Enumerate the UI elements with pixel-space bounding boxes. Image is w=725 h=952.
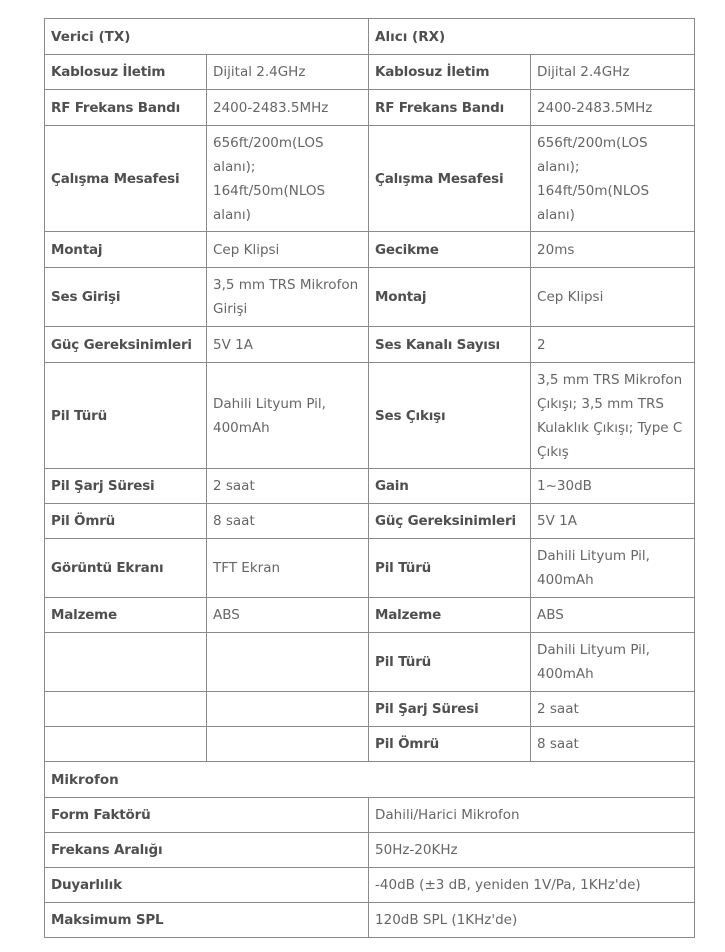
table-row [45,126,695,232]
tx-label: Pil Türü [45,363,207,469]
tx-label: RF Frekans Bandı [45,90,207,126]
table-header-row [45,19,695,55]
table-row [45,868,695,903]
rx-label: Malzeme [369,598,531,633]
table-row [45,363,695,469]
rx-value: 5V 1A [531,504,695,539]
rx-value: Dahili Lityum Pil, 400mAh [531,633,695,692]
mic-label: Duyarlılık [45,868,369,903]
rx-value: ABS [531,598,695,633]
mic-label: Frekans Aralığı [45,833,369,868]
table-row [45,833,695,868]
rx-value: 2 saat [531,692,695,727]
mic-value: -40dB (±3 dB, yeniden 1V/Pa, 1KHz'de) [369,868,695,903]
tx-value: TFT Ekran [207,539,369,598]
tx-value: ABS [207,598,369,633]
tx-label: Kablosuz İletim [45,55,207,90]
rx-value: 2400-2483.5MHz [531,90,695,126]
rx-label: Güç Gereksinimleri [369,504,531,539]
table-row [45,903,695,938]
tx-label: Montaj [45,232,207,268]
rx-label: Pil Şarj Süresi [369,692,531,727]
table-row [45,598,695,633]
tx-label: Malzeme [45,598,207,633]
tx-value: 2 saat [207,469,369,504]
rx-value: Dahili Lityum Pil, 400mAh [531,539,695,598]
rx-value: Dijital 2.4GHz [531,55,695,90]
rx-label: Pil Ömrü [369,727,531,762]
tx-value: 656ft/200m(LOS alanı); 164ft/50m(NLOS alanı) [207,126,369,232]
rx-label: Pil Türü [369,539,531,598]
rx-value: 8 saat [531,727,695,762]
tx-value: 2400-2483.5MHz [207,90,369,126]
rx-value: 20ms [531,232,695,268]
tx-value: Dijital 2.4GHz [207,55,369,90]
rx-label: Pil Türü [369,633,531,692]
rx-value: 656ft/200m(LOS alanı); 164ft/50m(NLOS alanı) [531,126,695,232]
tx-section-heading: Verici (TX) [45,19,369,55]
tx-value: Dahili Lityum Pil, 400mAh [207,363,369,469]
table-row [45,539,695,598]
tx-label [45,633,207,692]
tx-label: Ses Girişi [45,268,207,327]
tx-label [45,727,207,762]
rx-label: Ses Çıkışı [369,363,531,469]
table-row [45,268,695,327]
table-row [45,504,695,539]
table-row [45,55,695,90]
tx-value [207,692,369,727]
mic-section-heading: Mikrofon [45,762,695,798]
rx-value: Cep Klipsi [531,268,695,327]
table-row [45,232,695,268]
table-row [45,469,695,504]
table-row [45,798,695,833]
rx-label: Gain [369,469,531,504]
rx-value: 3,5 mm TRS Mikrofon Çıkışı; 3,5 mm TRS Kulaklık Çıkışı; Type C Çıkış [531,363,695,469]
tx-value: 8 saat [207,504,369,539]
rx-label: Montaj [369,268,531,327]
table-row [45,90,695,126]
rx-value: 1~30dB [531,469,695,504]
tx-label: Görüntü Ekranı [45,539,207,598]
mic-value: 50Hz-20KHz [369,833,695,868]
mic-label: Form Faktörü [45,798,369,833]
tx-label: Çalışma Mesafesi [45,126,207,232]
table-row [45,633,695,692]
table-row [45,692,695,727]
mic-label: Maksimum SPL [45,903,369,938]
tx-value [207,727,369,762]
mic-value: 120dB SPL (1KHz'de) [369,903,695,938]
rx-label: RF Frekans Bandı [369,90,531,126]
table-row [45,727,695,762]
rx-label: Ses Kanalı Sayısı [369,327,531,363]
table-row [45,327,695,363]
rx-label: Gecikme [369,232,531,268]
tx-label: Güç Gereksinimleri [45,327,207,363]
tx-value: Cep Klipsi [207,232,369,268]
tx-value: 5V 1A [207,327,369,363]
mic-value: Dahili/Harici Mikrofon [369,798,695,833]
tx-label [45,692,207,727]
tx-value [207,633,369,692]
tx-label: Pil Şarj Süresi [45,469,207,504]
rx-section-heading: Alıcı (RX) [369,19,695,55]
rx-value: 2 [531,327,695,363]
tx-value: 3,5 mm TRS Mikrofon Girişi [207,268,369,327]
mic-section-row [45,762,695,798]
spec-table [44,18,695,938]
rx-label: Kablosuz İletim [369,55,531,90]
rx-label: Çalışma Mesafesi [369,126,531,232]
tx-label: Pil Ömrü [45,504,207,539]
